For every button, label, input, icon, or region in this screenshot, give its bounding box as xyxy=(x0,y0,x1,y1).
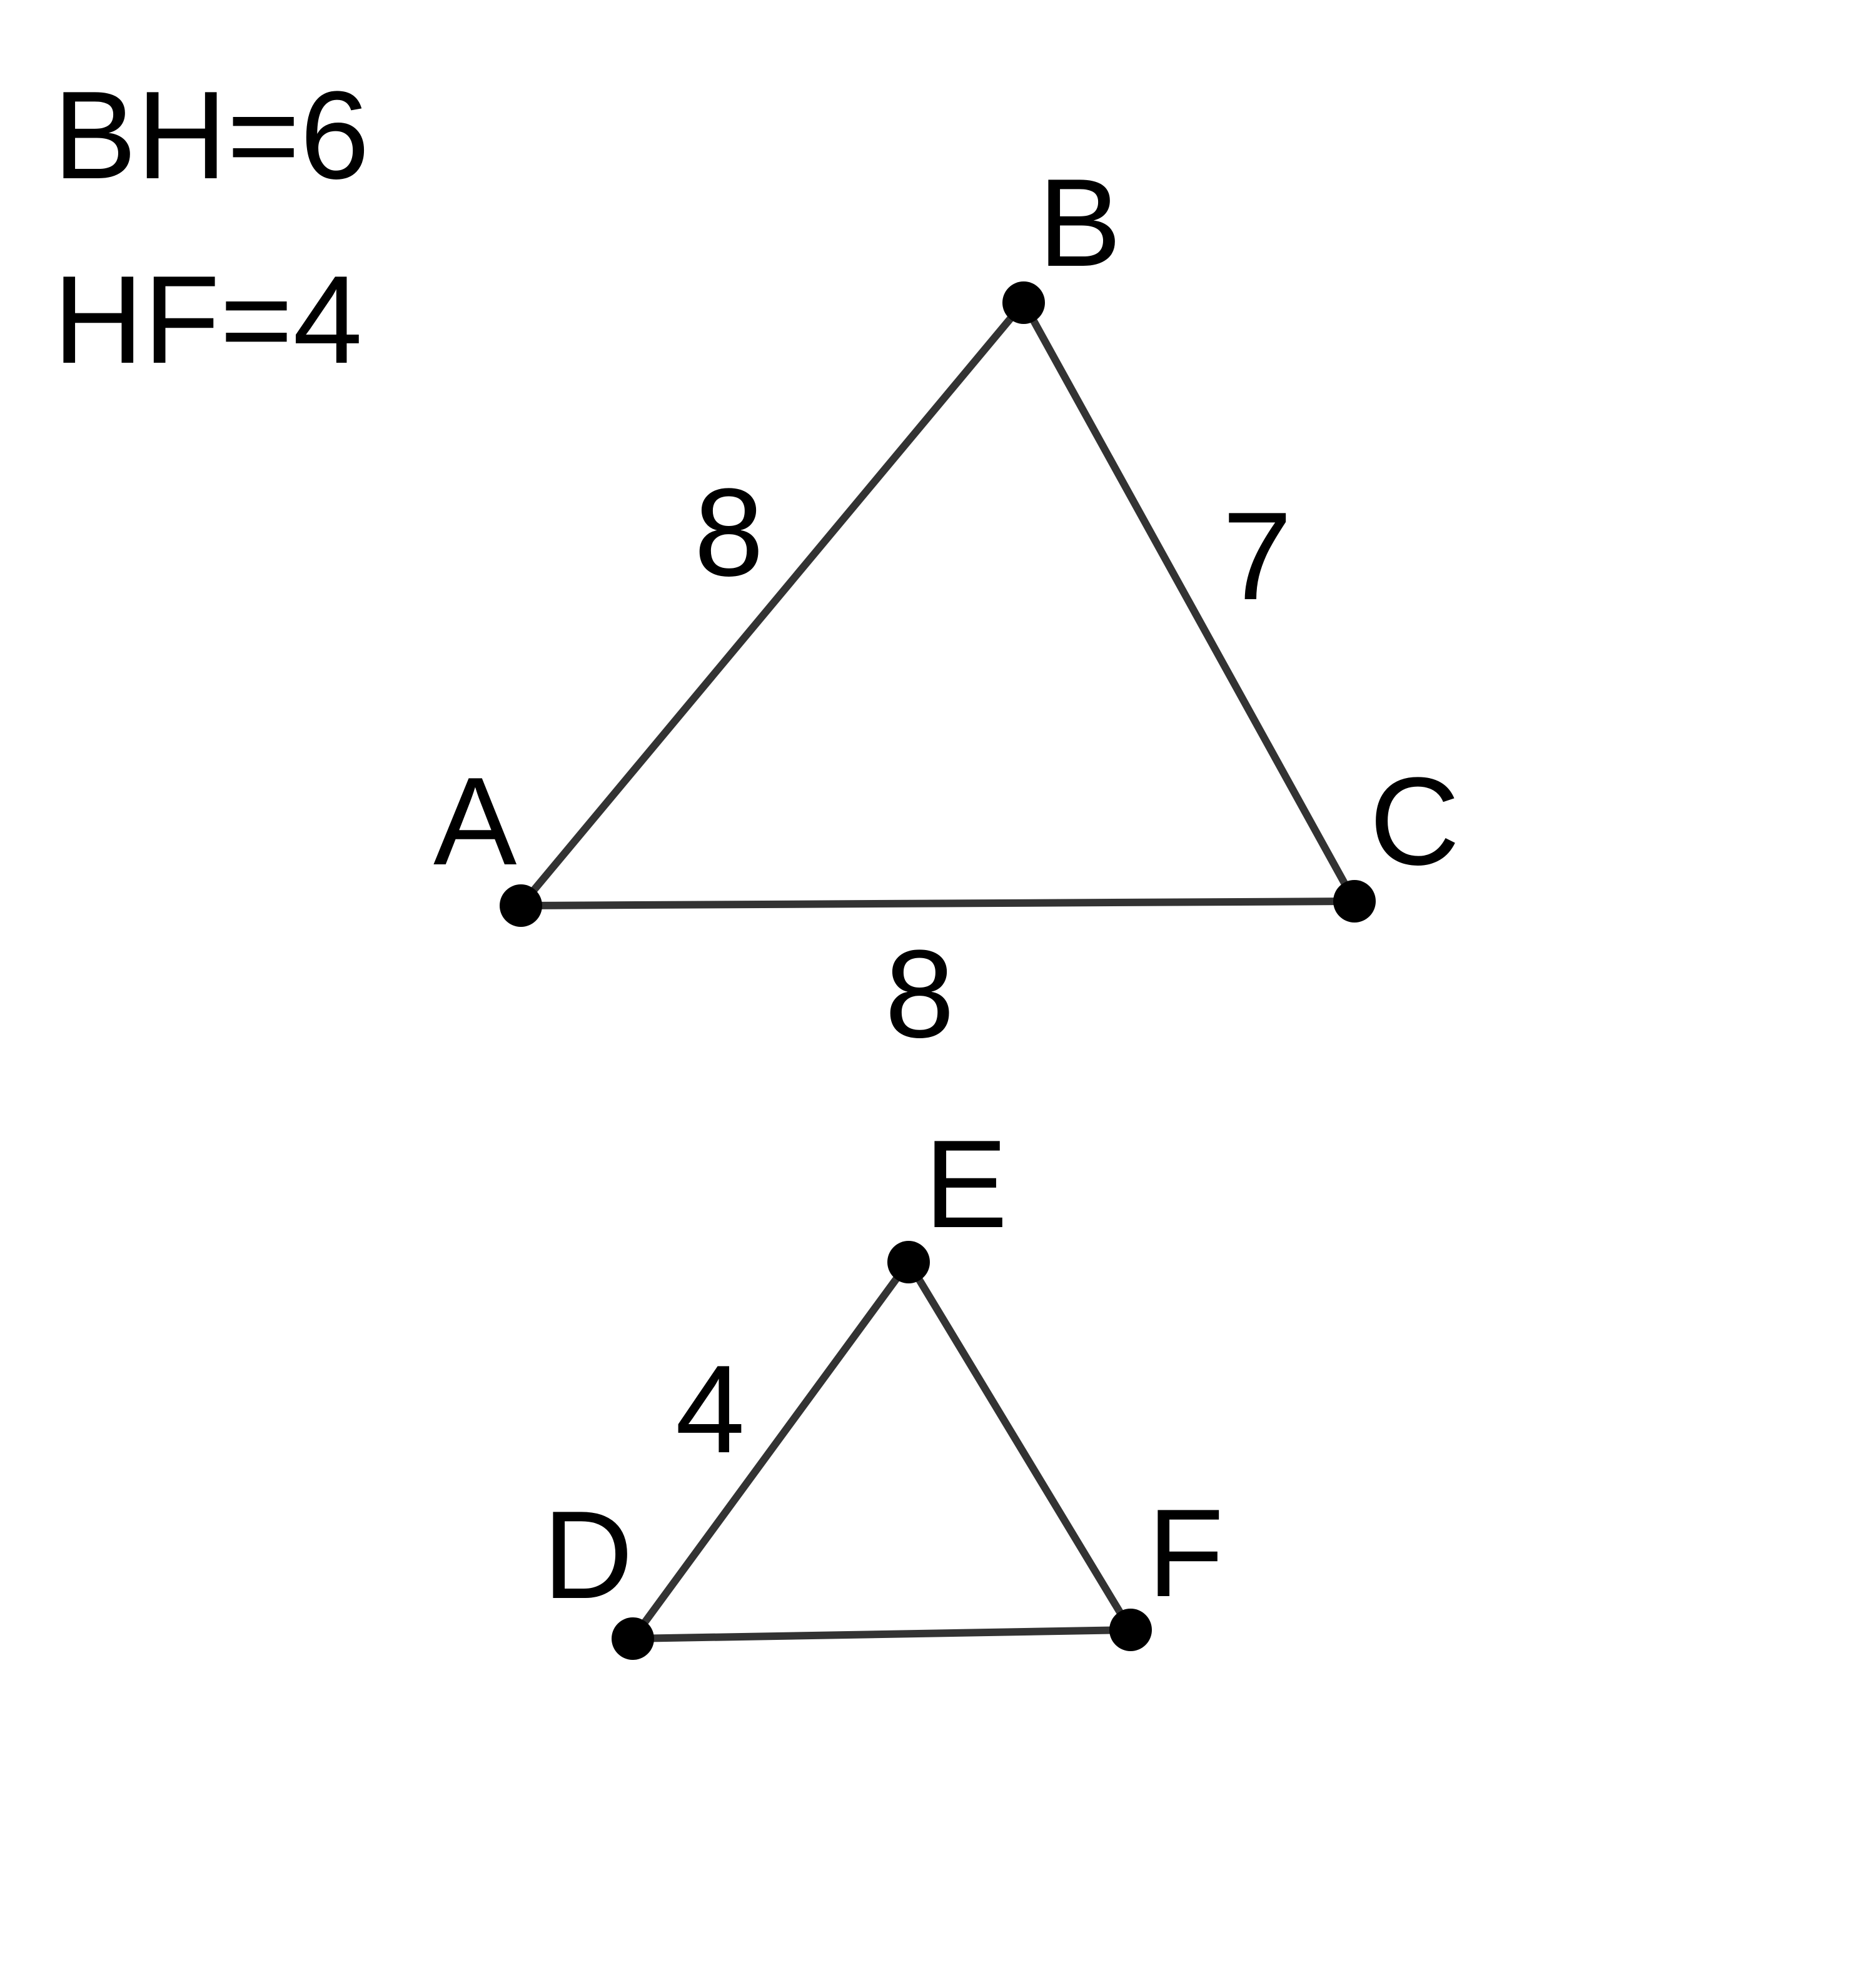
vertex-e-label: E xyxy=(924,1115,1008,1254)
vertex-b-label: B xyxy=(1038,153,1122,293)
vertex-a-label: A xyxy=(433,752,517,891)
given-bh-text: BH=6 xyxy=(53,66,370,205)
vertex-f-point xyxy=(1109,1609,1152,1651)
edge-df xyxy=(633,1630,1131,1639)
vertex-f-label: F xyxy=(1147,1484,1224,1623)
side-ac-length: 8 xyxy=(885,924,955,1064)
triangle-abc xyxy=(433,153,1460,1064)
side-de-length: 4 xyxy=(675,1340,745,1479)
edge-bc xyxy=(1024,303,1354,901)
given-hf-text: HF=4 xyxy=(53,250,363,390)
edge-ab xyxy=(521,303,1024,906)
vertex-d-label: D xyxy=(543,1485,633,1625)
side-ab-length: 8 xyxy=(694,463,764,602)
edge-de xyxy=(633,1262,909,1639)
edge-ac xyxy=(521,901,1354,906)
side-bc-length: 7 xyxy=(1223,487,1293,626)
vertex-e-point xyxy=(887,1241,930,1283)
edge-ef xyxy=(909,1262,1131,1630)
triangle-def xyxy=(543,1115,1224,1660)
vertex-c-label: C xyxy=(1369,752,1460,891)
